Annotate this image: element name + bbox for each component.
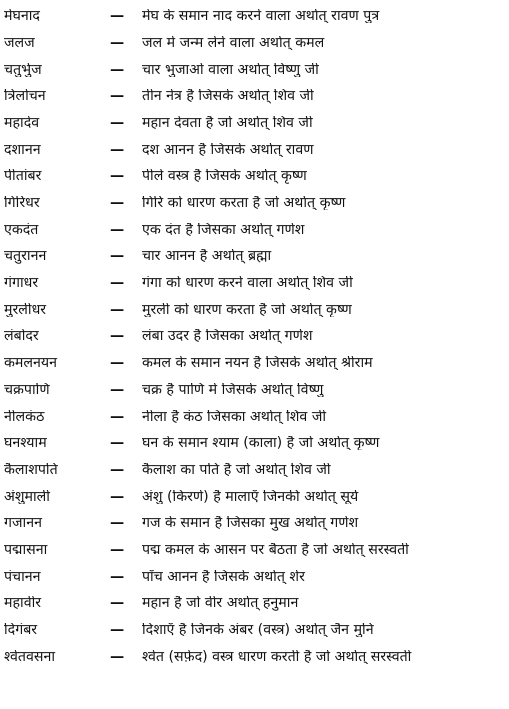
word-meaning: चार भुजाओं वाला अर्थात् विष्णु जी (142, 62, 319, 77)
separator-dash: — (110, 648, 125, 665)
list-item (0, 644, 509, 671)
compound-word: पंचानन (4, 569, 41, 584)
separator-dash: — (110, 275, 125, 292)
separator-dash: — (110, 8, 125, 25)
word-meaning: गंगा को धारण करने वाला अर्थात् शिव जी (142, 276, 353, 291)
word-meaning: चार आनन हैं अर्थात् ब्रह्मा (142, 249, 272, 264)
list-item (0, 350, 509, 377)
compound-word: चक्रपाणि (4, 382, 50, 398)
list-item (0, 217, 509, 244)
compound-word: कमलनयन (4, 356, 57, 371)
compound-word: गंगाधर (4, 276, 39, 291)
separator-dash: — (110, 141, 125, 158)
word-meaning: दश आनन हैं जिसके अर्थात् रावण (142, 142, 314, 157)
word-meaning: श्वेत (सफ़ेद) वस्त्र धारण करती हैं जो अर्थात् सरस्वती (142, 649, 412, 664)
word-meaning: कमल के समान नयन है जिसके अर्थात् श्रीराम (142, 356, 373, 371)
compound-word: पीतांबर (4, 169, 42, 184)
compound-word: घनश्याम (4, 436, 47, 451)
separator-dash: — (110, 461, 125, 478)
compound-word: लंबोदर (4, 329, 39, 344)
list-item (0, 110, 509, 137)
compound-word: अंशुमाली (4, 489, 50, 504)
list-item (0, 297, 509, 324)
list-item (0, 323, 509, 350)
list-item (0, 510, 509, 537)
compound-word: चतुर्भुज (4, 62, 42, 77)
separator-dash: — (110, 541, 125, 558)
compound-word: महादेव (4, 115, 40, 131)
list-item (0, 270, 509, 297)
word-meaning: गिरि को धारण करता है जो अर्थात् कृष्ण (142, 196, 346, 211)
separator-dash: — (110, 221, 125, 238)
separator-dash: — (110, 61, 125, 78)
separator-dash: — (110, 34, 125, 51)
word-meaning: अंशु (किरणें) हैं मालाएँ जिनकी अर्थात् सूर्य (142, 489, 359, 504)
compound-word: पद्मासना (4, 542, 48, 558)
word-meaning: तीन नेत्र हैं जिसके अर्थात् शिव जी (142, 89, 314, 104)
compound-word: मेघनाद (4, 9, 40, 24)
list-item (0, 190, 509, 217)
separator-dash: — (110, 355, 125, 372)
list-item (0, 430, 509, 457)
list-item (0, 563, 509, 590)
word-meaning: लंबा उदर है जिसका अर्थात् गणेश (142, 329, 313, 344)
separator-dash: — (110, 168, 125, 185)
list-item (0, 617, 509, 644)
list-item (0, 56, 509, 83)
list-item (0, 377, 509, 404)
separator-dash: — (110, 408, 125, 425)
list-item (0, 3, 509, 30)
word-meaning: मुरली को धारण करता है जो अर्थात् कृष्ण (142, 302, 352, 317)
word-meaning: मेघ के समान नाद करने वाला अर्थात् रावण पुत्र (142, 9, 380, 24)
separator-dash: — (110, 435, 125, 452)
list-item (0, 243, 509, 270)
compound-word: त्रिलोचन (4, 89, 46, 104)
word-meaning: पाँच आनन है जिसके अर्थात् शेर (142, 569, 305, 584)
word-meaning: जल में जन्म लेने वाला अर्थात् कमल (142, 35, 325, 51)
word-meaning: चक्र है पाणि में जिसके अर्थात् विष्णु (142, 382, 324, 398)
word-meaning: दिशाएँ हैं जिनके अंबर (वस्त्र) अर्थात् जैन मुनि (142, 623, 374, 638)
separator-dash: — (110, 114, 125, 131)
compound-word: नीलकंठ (4, 409, 45, 424)
word-meaning: गज के समान है जिसका मुख अर्थात् गणेश (142, 516, 359, 531)
compound-word: महावीर (4, 596, 42, 611)
compound-word: श्वेतवसना (4, 649, 56, 664)
compound-word: दिगंबर (4, 623, 38, 638)
separator-dash: — (110, 88, 125, 105)
word-meaning: नीला है कंठ जिसका अर्थात् शिव जी (142, 409, 327, 424)
compound-word: दशानन (4, 142, 41, 157)
separator-dash: — (110, 328, 125, 345)
list-item (0, 83, 509, 110)
word-meaning: महान देवता है जो अर्थात् शिव जी (142, 115, 313, 131)
separator-dash: — (110, 195, 125, 212)
separator-dash: — (110, 488, 125, 505)
separator-dash: — (110, 595, 125, 612)
compound-word: चतुरानन (4, 249, 47, 264)
separator-dash: — (110, 622, 125, 639)
compound-word: गजानन (4, 516, 42, 531)
list-item (0, 537, 509, 564)
list-item (0, 30, 509, 57)
word-meaning: महान है जो वीर अर्थात् हनुमान (142, 596, 299, 611)
list-item (0, 457, 509, 484)
list-item (0, 590, 509, 617)
list-item (0, 136, 509, 163)
separator-dash: — (110, 381, 125, 398)
separator-dash: — (110, 248, 125, 265)
separator-dash: — (110, 568, 125, 585)
compound-word: एकदंत (4, 222, 39, 237)
word-meaning: कैलाश का पति है जो अर्थात् शिव जी (142, 462, 331, 478)
compound-word: गिरिधर (4, 196, 40, 211)
list-item (0, 483, 509, 510)
word-meaning: पीले वस्त्र हैं जिसके अर्थात् कृष्ण (142, 169, 307, 184)
separator-dash: — (110, 301, 125, 318)
word-meaning: पद्म कमल के आसन पर बैठता है जो अर्थात् सरस्वती (142, 542, 409, 558)
list-item (0, 403, 509, 430)
compound-word: कैलाशपति (4, 462, 58, 478)
word-meaning: एक दंत है जिसका अर्थात् गणेश (142, 222, 305, 237)
compound-word: जलज (4, 35, 35, 51)
separator-dash: — (110, 515, 125, 532)
list-item (0, 163, 509, 190)
word-meaning: घन के समान श्याम (काला) है जो अर्थात् कृष्ण (142, 436, 380, 451)
compound-word: मुरलीधर (4, 302, 47, 317)
